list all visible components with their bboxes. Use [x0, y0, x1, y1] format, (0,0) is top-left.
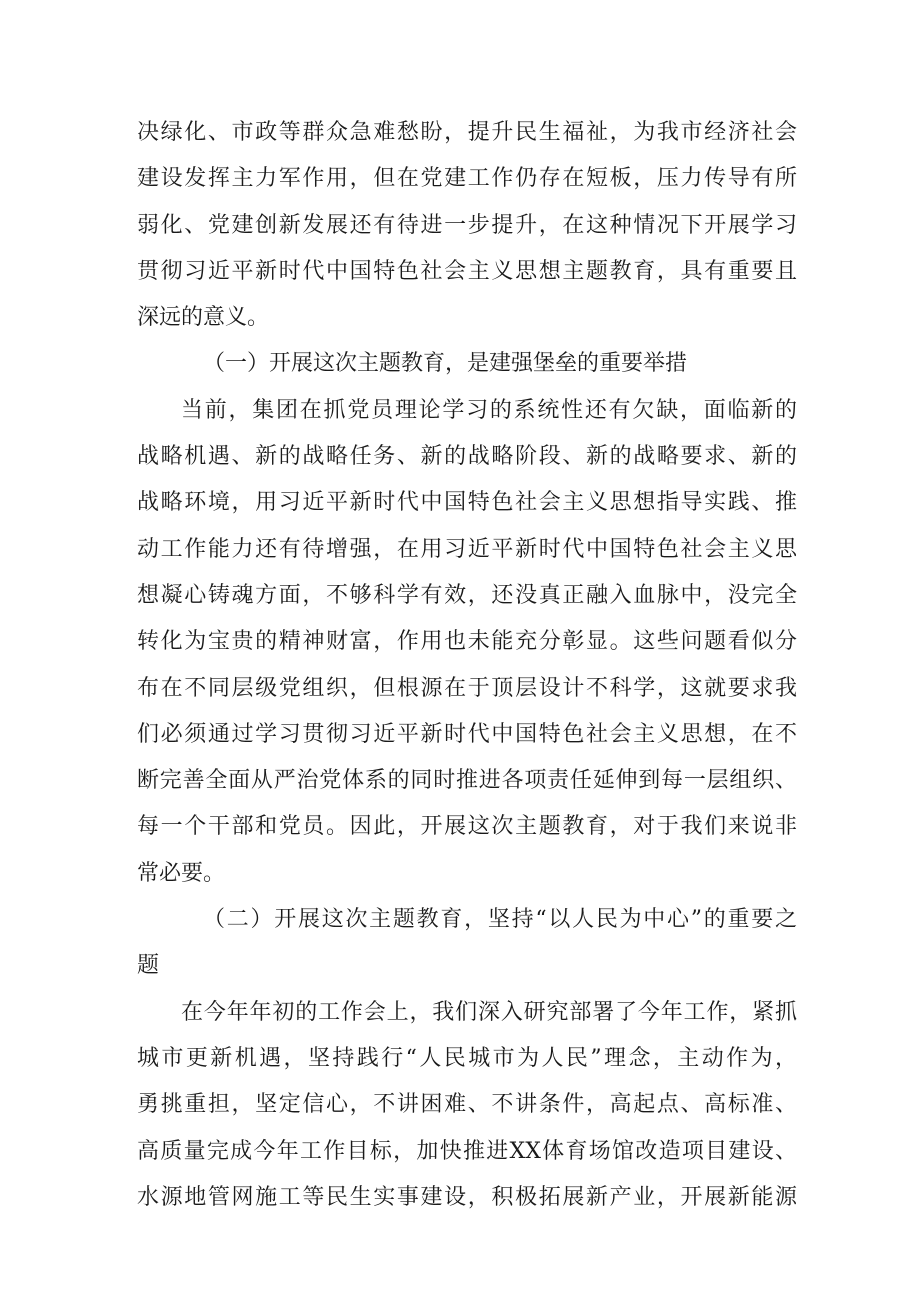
paragraph-line: 决绿化、市政等群众急难愁盼，提升民生福祉，为我市经济社会 — [137, 120, 797, 145]
paragraph-line: 常必要。 — [137, 860, 226, 886]
paragraph-line: 勇挑重担，坚定信心，不讲困难、不讲条件，高起点、高标准、 — [137, 1092, 797, 1118]
paragraph-line: 弱化、党建创新发展还有待进一步提升，在这种情况下开展学习 — [137, 212, 797, 238]
paragraph-line: 水源地管网施工等民生实事建设，积极拓展新产业，开展新能源 — [137, 1184, 797, 1210]
section-heading-2 — [137, 897, 797, 990]
paragraph-line: 们必须通过学习贯彻习近平新时代中国特色社会主义思想，在不 — [137, 721, 797, 747]
paragraph-line: 布在不同层级党组织，但根源在于顶层设计不科学，这就要求我 — [137, 675, 797, 701]
paragraph-line: 高质量完成今年工作目标，加快推进XX体育场馆改造项目建设、 — [137, 1138, 797, 1164]
section-heading-1: （一）开展这次主题教育，是建强堡垒的重要举措 — [203, 351, 688, 377]
paragraph-line: 战略机遇、新的战略任务、新的战略阶段、新的战略要求、新的 — [137, 444, 797, 470]
paragraph-2 — [137, 990, 797, 1221]
heading-line: （二）开展这次主题教育，坚持“以人民为中心”的重要之 — [203, 907, 797, 933]
heading-line: 题 — [137, 953, 160, 979]
paragraph-line: 断完善全面从严治党体系的同时推进各项责任延伸到每一层组织、 — [137, 768, 797, 794]
paragraph-line: 当前，集团在抓党员理论学习的系统性还有欠缺，面临新的 — [181, 397, 797, 423]
paragraph-line: 贯彻习近平新时代中国特色社会主义思想主题教育，具有重要且 — [137, 258, 797, 284]
paragraph-line: 建设发挥主力军作用，但在党建工作仍存在短板，压力传导有所 — [137, 166, 797, 192]
paragraph-line: 每一个干部和党员。因此，开展这次主题教育，对于我们来说非 — [137, 814, 797, 840]
paragraph-line: 动工作能力还有待增强，在用习近平新时代中国特色社会主义思 — [137, 536, 797, 562]
paragraph-line: 战略环境，用习近平新时代中国特色社会主义思想指导实践、推 — [137, 490, 797, 516]
paragraph-1 — [137, 388, 797, 897]
paragraph-line: 转化为宝贵的精神财富，作用也未能充分彰显。这些问题看似分 — [137, 629, 797, 655]
paragraph-line: 城市更新机遇，坚持践行“人民城市为人民”理念，主动作为， — [137, 1045, 797, 1071]
paragraph-intro — [137, 110, 797, 341]
paragraph-line: 想凝心铸魂方面，不够科学有效，还没真正融入血脉中，没完全 — [137, 582, 797, 608]
paragraph-line: 深远的意义。 — [137, 305, 270, 331]
paragraph-line: 在今年年初的工作会上，我们深入研究部署了今年工作，紧抓 — [181, 999, 797, 1025]
document-body — [137, 110, 797, 1221]
